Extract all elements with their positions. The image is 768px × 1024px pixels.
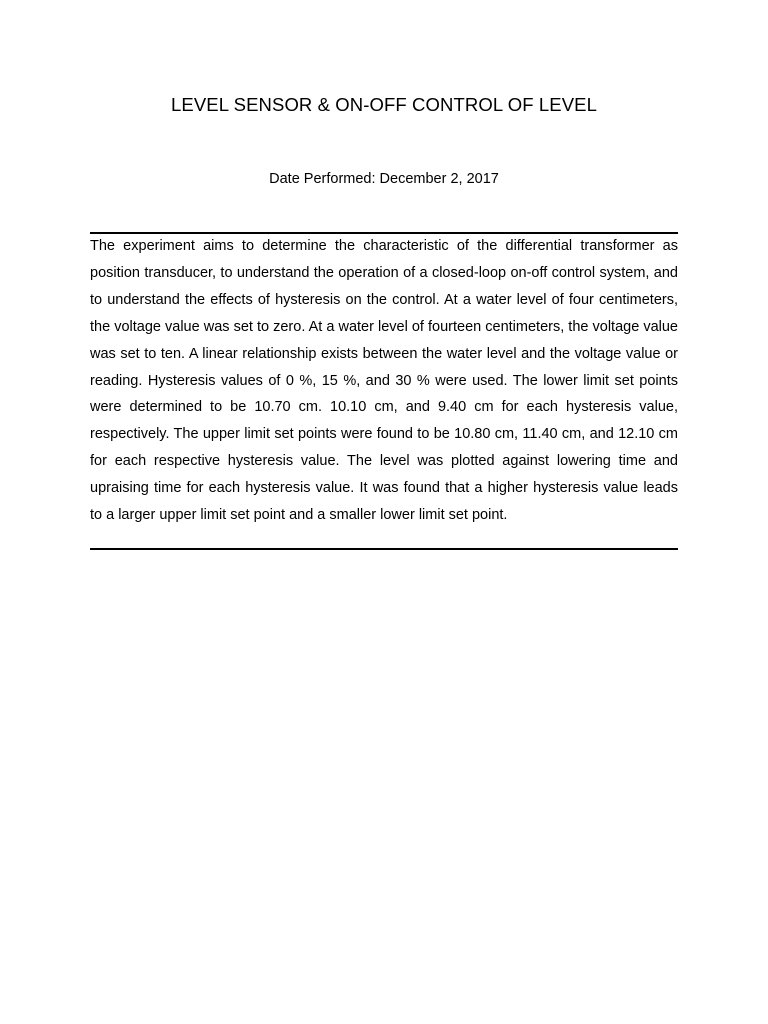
abstract-paragraph: The experiment aims to determine the characteristic of the differential transformer as position transducer, to understand the operation of a closed-loop on-off control system, and to understand the effects of hysteresis on the control. At a water level of four centimeters, the voltage value was set to zero. At a water level of fourteen centimeters, the voltage value was set to ten. A linear relationship exists between the water level and the voltage value or reading. Hysteresis values of 0 %, 15 %, and 30 % were used. The lower limit set points were determined to be 10.70 cm. 10.10 cm, and 9.40 cm for each hysteresis value, respectively. The upper limit set points were found to be 10.80 cm, 11.40 cm, and 12.10 cm for each respective hysteresis value. The level was plotted against lowering time and upraising time for each hysteresis value. It was found that a higher hysteresis value leads to a larger upper limit set point and a smaller lower limit set point. <box>90 238 678 524</box>
bottom-divider <box>90 548 678 550</box>
page-title: LEVEL SENSOR & ON-OFF CONTROL OF LEVEL <box>171 94 597 115</box>
date-performed: Date Performed: December 2, 2017 <box>269 171 499 187</box>
